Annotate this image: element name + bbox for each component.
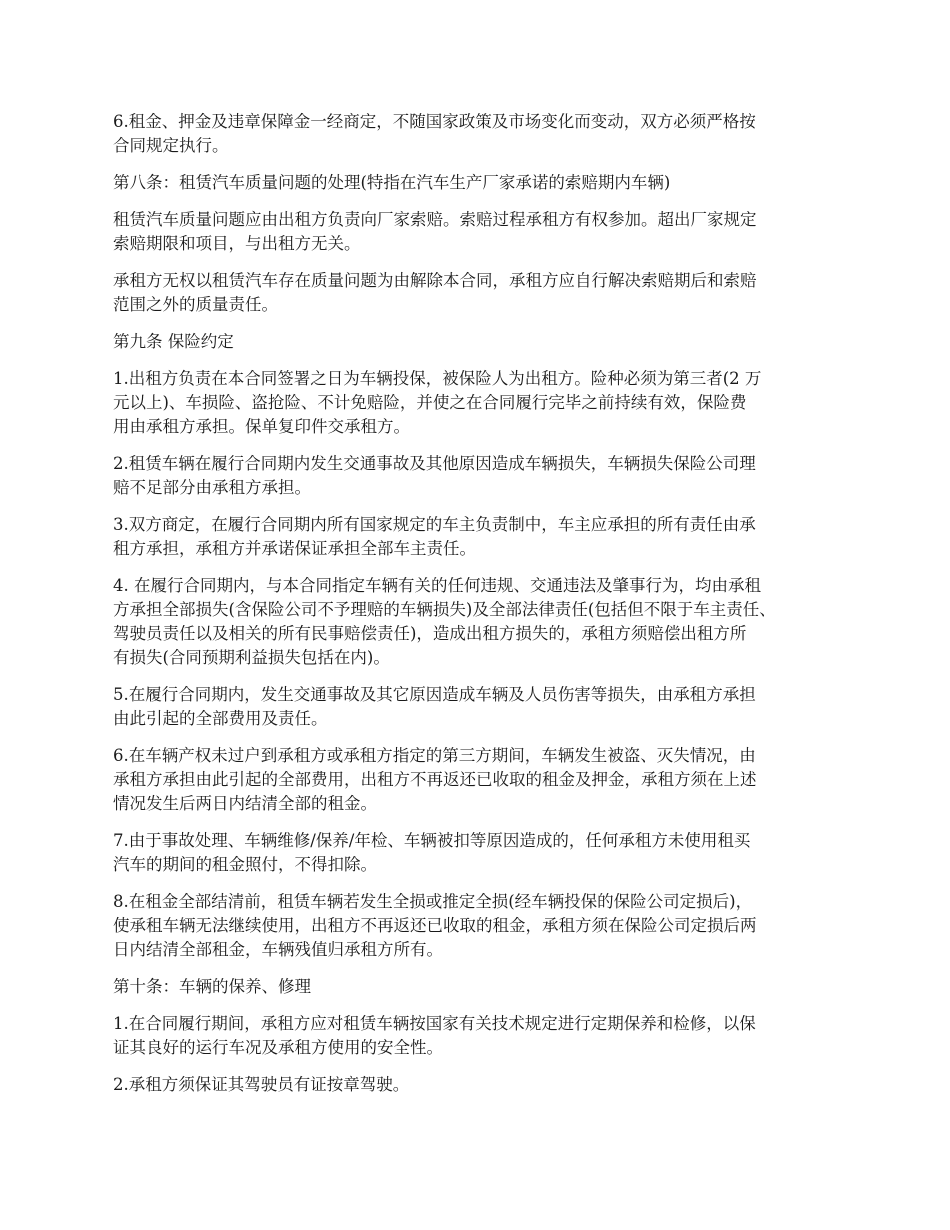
paragraph-line: 用由承租方承担。保单复印件交承租方。 — [113, 417, 410, 436]
paragraph — [113, 1073, 853, 1097]
paragraph — [113, 744, 853, 816]
paragraph-line: 第九条 保险约定 — [113, 332, 234, 351]
document-page — [113, 110, 853, 1110]
paragraph — [113, 829, 853, 877]
paragraph — [113, 513, 853, 561]
paragraph — [113, 171, 853, 195]
paragraph-line: 7.由于事故处理、车辆维修/保养/年检、车辆被扣等原因造成的，任何承租方未使用租买 — [113, 831, 751, 850]
paragraph — [113, 110, 853, 158]
paragraph-line: 有损失(合同预期利益损失包括在内)。 — [113, 648, 390, 667]
paragraph-line: 范围之外的质量责任。 — [113, 295, 278, 314]
paragraph — [113, 208, 853, 256]
paragraph-line: 证其良好的运行车况及承租方使用的安全性。 — [113, 1038, 443, 1057]
paragraph-line: 第十条：车辆的保养、修理 — [113, 977, 311, 996]
paragraph-line: 承租方承担由此引起的全部费用，出租方不再返还已收取的租金及押金，承租方须在上述 — [113, 770, 757, 789]
paragraph — [113, 330, 853, 354]
paragraph-line: 4. 在履行合同期内，与本合同指定车辆有关的任何违规、交通违法及肇事行为，均由承租 — [113, 576, 761, 595]
paragraph-line: 租方承担，承租方并承诺保证承担全部车主责任。 — [113, 539, 476, 558]
paragraph-line: 汽车的期间的租金照付，不得扣除。 — [113, 855, 377, 874]
paragraph-line: 使承租车辆无法继续使用，出租方不再返还已收取的租金，承租方须在保险公司定损后两 — [113, 916, 757, 935]
paragraph-line: 索赔期限和项目，与出租方无关。 — [113, 234, 361, 253]
paragraph — [113, 574, 853, 670]
paragraph-line: 8.在租金全部结清前，租赁车辆若发生全损或推定全损(经车辆投保的保险公司定损后)， — [113, 892, 753, 911]
paragraph-line: 方承担全部损失(含保险公司不予理赔的车辆损失)及全部法律责任(包括但不限于车主责任、 — [113, 600, 776, 619]
paragraph — [113, 1012, 853, 1060]
paragraph — [113, 975, 853, 999]
paragraph-line: 第八条：租赁汽车质量问题的处理(特指在汽车生产厂家承诺的索赔期内车辆) — [113, 173, 671, 192]
paragraph — [113, 269, 853, 317]
paragraph-line: 6.租金、押金及违章保障金一经商定，不随国家政策及市场变化而变动，双方必须严格按 — [113, 112, 756, 131]
paragraph-line: 日内结清全部租金，车辆残值归承租方所有。 — [113, 940, 443, 959]
paragraph-line: 由此引起的全部费用及责任。 — [113, 709, 328, 728]
paragraph-line: 2.租赁车辆在履行合同期内发生交通事故及其他原因造成车辆损失，车辆损失保险公司理 — [113, 454, 756, 473]
paragraph-line: 情况发生后两日内结清全部的租金。 — [113, 794, 377, 813]
paragraph-line: 3.双方商定，在履行合同期内所有国家规定的车主负责制中，车主应承担的所有责任由承 — [113, 515, 756, 534]
paragraph-line: 2.承租方须保证其驾驶员有证按章驾驶。 — [113, 1075, 410, 1094]
paragraph — [113, 452, 853, 500]
paragraph-line: 5.在履行合同期内，发生交通事故及其它原因造成车辆及人员伤害等损失，由承租方承担 — [113, 685, 756, 704]
paragraph-line: 赔不足部分由承租方承担。 — [113, 478, 311, 497]
paragraph-line: 元以上)、车损险、盗抢险、不计免赔险，并使之在合同履行完毕之前持续有效，保险费 — [113, 393, 747, 412]
paragraph-line: 租赁汽车质量问题应由出租方负责向厂家索赔。索赔过程承租方有权参加。超出厂家规定 — [113, 210, 757, 229]
paragraph-line: 1.在合同履行期间，承租方应对租赁车辆按国家有关技术规定进行定期保养和检修，以保 — [113, 1014, 756, 1033]
paragraph-line: 合同规定执行。 — [113, 136, 229, 155]
paragraph-line: 驾驶员责任以及相关的所有民事赔偿责任)，造成出租方损失的，承租方须赔偿出租方所 — [113, 624, 747, 643]
paragraph-line: 6.在车辆产权未过户到承租方或承租方指定的第三方期间，车辆发生被盗、灭失情况，由 — [113, 746, 756, 765]
paragraph-line: 1.出租方负责在本合同签署之日为车辆投保，被保险人为出租方。险种必须为第三者(2 万 — [113, 369, 762, 388]
paragraph — [113, 683, 853, 731]
paragraph — [113, 890, 853, 962]
paragraph-line: 承租方无权以租赁汽车存在质量问题为由解除本合同，承租方应自行解决索赔期后和索赔 — [113, 271, 757, 290]
paragraph — [113, 367, 853, 439]
